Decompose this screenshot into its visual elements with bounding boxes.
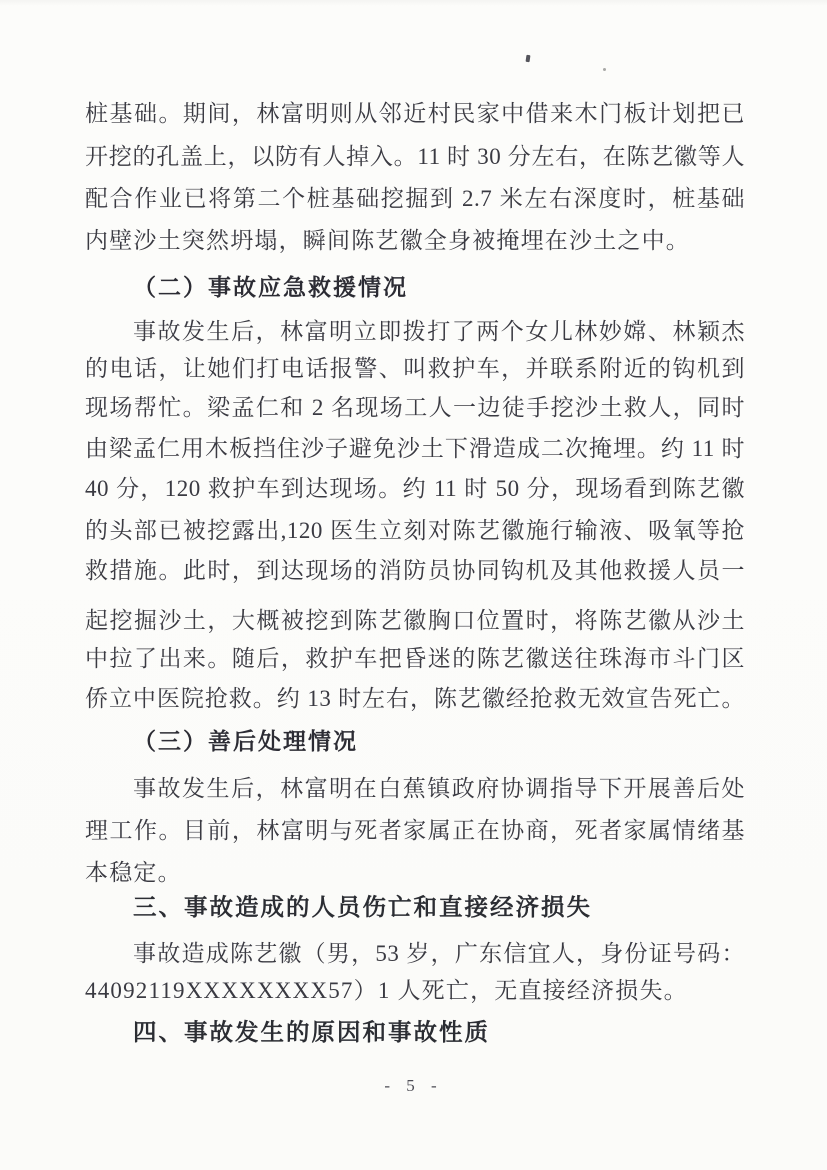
text-line: 起挖掘沙土，大概被挖到陈艺徽胸口位置时，将陈艺徽从沙土: [85, 608, 745, 633]
text-line: 开挖的孔盖上，以防有人掉入。11 时 30 分左右，在陈艺徽等人: [85, 144, 745, 169]
text-line: 桩基础。期间，林富明则从邻近村民家中借来木门板计划把已: [85, 101, 745, 126]
text-line: 的电话，让她们打电话报警、叫救护车，并联系附近的钩机到: [85, 356, 745, 381]
text-line: 理工作。目前，林富明与死者家属正在协商，死者家属情绪基: [85, 818, 745, 843]
scan-artifact: [526, 55, 531, 62]
text-line: 救措施。此时，到达现场的消防员协同钩机及其他救援人员一: [85, 558, 745, 583]
section-heading: 四、事故发生的原因和事故性质: [133, 1019, 490, 1045]
text-line: 本稳定。: [85, 860, 182, 885]
text-line: 事故发生后，林富明在白蕉镇政府协调指导下开展善后处: [133, 776, 745, 801]
text-line: 的头部已被挖露出,120 医生立刻对陈艺徽施行输液、吸氧等抢: [85, 518, 745, 543]
section-heading: 三、事故造成的人员伤亡和直接经济损失: [133, 894, 592, 920]
scan-artifact: [603, 68, 606, 71]
text-line: 事故发生后，林富明立即拨打了两个女儿林妙嫦、林颖杰: [133, 319, 745, 344]
text-line: 中拉了出来。随后，救护车把昏迷的陈艺徽送往珠海市斗门区: [85, 646, 745, 671]
text-line: 由梁孟仁用木板挡住沙子避免沙土下滑造成二次掩埋。约 11 时: [85, 436, 745, 461]
text-line: 侨立中医院抢救。约 13 时左右，陈艺徽经抢救无效宣告死亡。: [85, 686, 745, 711]
text-line: 配合作业已将第二个桩基础挖掘到 2.7 米左右深度时，桩基础: [85, 186, 745, 211]
text-line: 现场帮忙。梁孟仁和 2 名现场工人一边徒手挖沙土救人，同时: [85, 395, 745, 420]
text-line: 40 分，120 救护车到达现场。约 11 时 50 分，现场看到陈艺徽: [85, 476, 745, 501]
text-line: 44092119XXXXXXXX57）1 人死亡，无直接经济损失。: [85, 978, 688, 1003]
section-heading: （二）事故应急救援情况: [133, 275, 408, 300]
text-line: 内壁沙土突然坍塌，瞬间陈艺徽全身被掩埋在沙土之中。: [85, 228, 690, 253]
section-heading: （三）善后处理情况: [133, 729, 358, 754]
page-number: - 5 -: [384, 1076, 443, 1095]
text-line: 事故造成陈艺徽（男，53 岁，广东信宜人，身份证号码：: [133, 941, 745, 966]
